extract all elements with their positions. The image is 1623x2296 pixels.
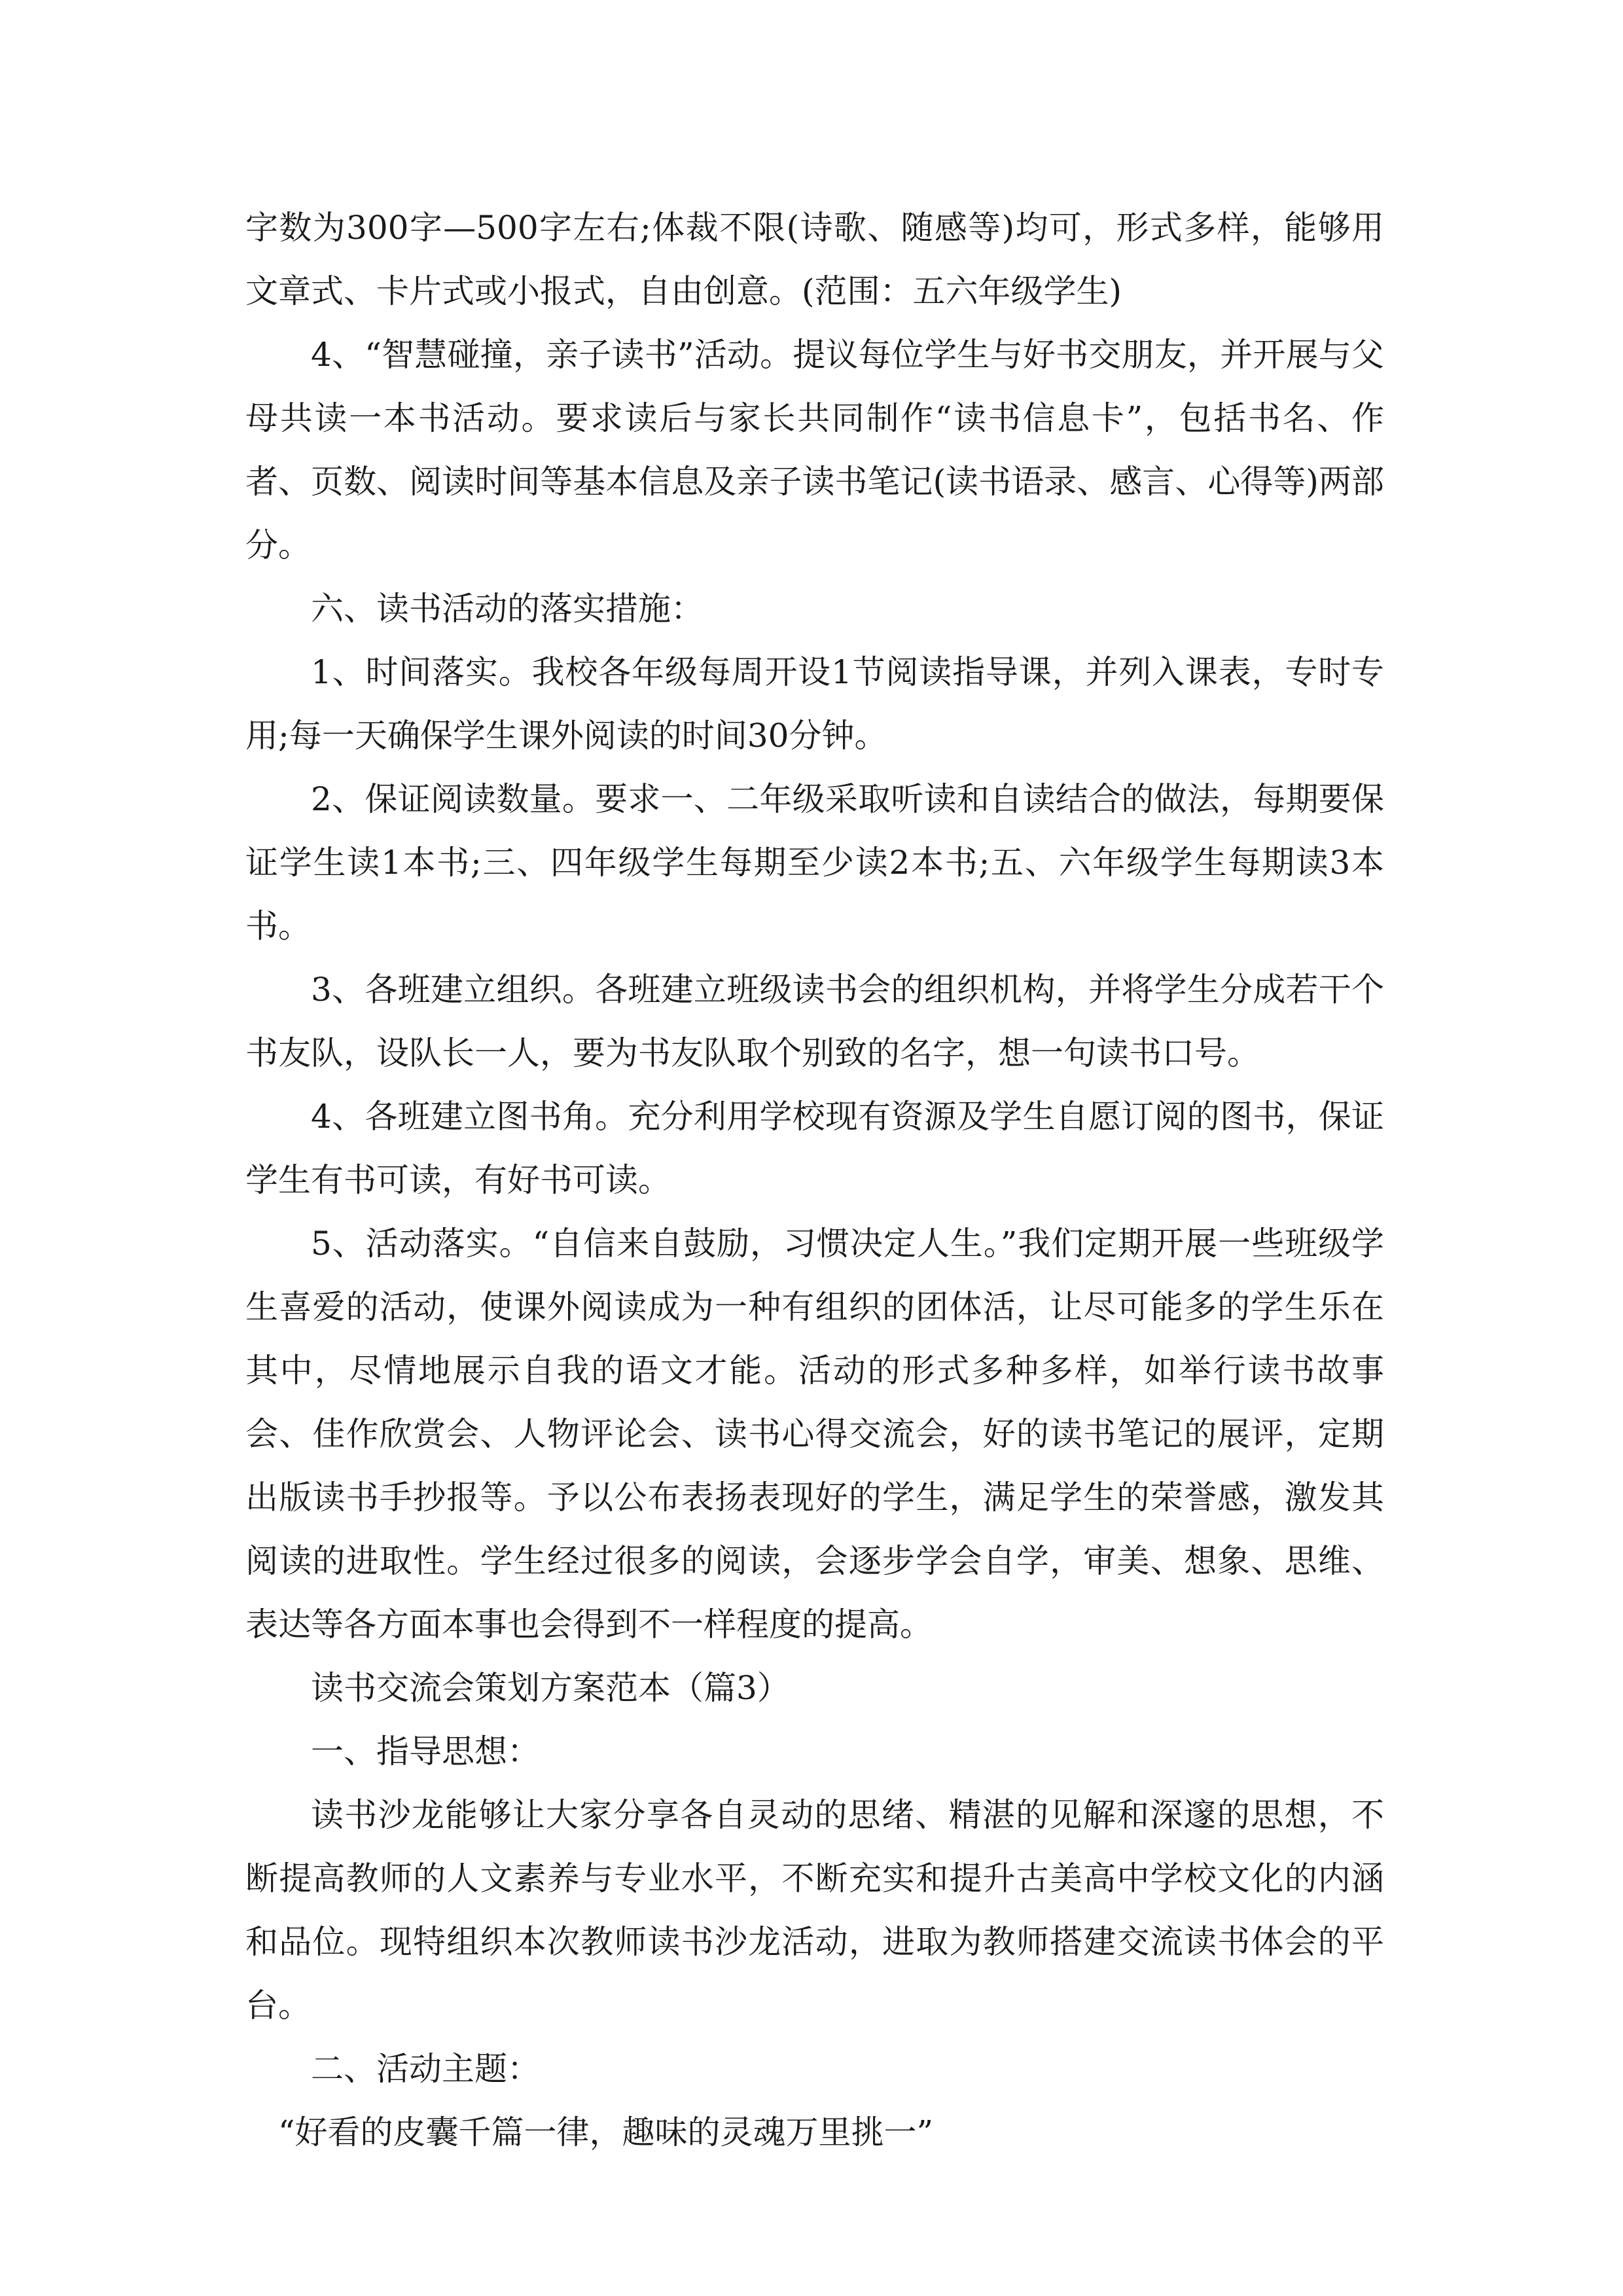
section-heading-guiding-thought: 一、指导思想： — [311, 1732, 540, 1770]
paragraph-salon: 读书沙龙能够让大家分享各自灵动的思绪、精湛的见解和深邃的思想，不断提高教师的人文素养与专业水平，不断充实和提升古美高中学校文化的内涵和品位。现特组织本次教师读书沙龙活动，进取为教师搭建交流读书体会的平台。 — [245, 1796, 1384, 2024]
section-heading-measures: 六、读书活动的落实措施： — [311, 590, 704, 628]
paragraph-reading-quantity: 2、保证阅读数量。要求一、二年级采取听读和自读结合的做法，每期要保证学生读1本书;三、四年级学生每期至少读2本书;五、六年级学生每期读3本书。 — [245, 780, 1384, 945]
paragraph-book-corner: 4、各班建立图书角。充分利用学校现有资源及学生自愿订阅的图书，保证学生有书可读，有好书可读。 — [245, 1098, 1384, 1199]
paragraph-class-organization: 3、各班建立组织。各班建立班级读书会的组织机构，并将学生分成若干个书友队，设队长一人，要为书友队取个别致的名字，想一句读书口号。 — [245, 971, 1384, 1072]
paragraph-time: 1、时间落实。我校各年级每周开设1节阅读指导课，并列入课表，专时专用;每一天确保学生课外阅读的时间30分钟。 — [245, 653, 1384, 755]
paragraph-parent-child-reading: 4、“智慧碰撞，亲子读书”活动。提议每位学生与好书交朋友，并开展与父母共读一本书活动。要求读后与家长共同制作“读书信息卡”，包括书名、作者、页数、阅读时间等基本信息及亲子读书笔记(读书语录、感言、心得等)两部分。 — [245, 336, 1384, 564]
paragraph-activities: 5、活动落实。“自信来自鼓励，习惯决定人生。”我们定期开展一些班级学生喜爱的活动，使课外阅读成为一种有组织的团体活，让尽可能多的学生乐在其中，尽情地展示自我的语文才能。活动的形式多种多样，如举行读书故事会、佳作欣赏会、人物评论会、读书心得交流会，好的读书笔记的展评，定期出版读书手抄报等。予以公布表扬表现好的学生，满足学生的荣誉感，激发其阅读的进取性。学生经过很多的阅读，会逐步学会自学，审美、想象、思维、表达等各方面本事也会得到不一样程度的提高。 — [245, 1225, 1384, 1643]
section-heading-theme: 二、活动主题： — [311, 2050, 540, 2088]
theme-quote: “好看的皮囊千篇一律，趣味的灵魂万里挑一” — [278, 2113, 934, 2151]
document-body — [245, 196, 1384, 2164]
paragraph-word-count: 字数为300字—500字左右;体裁不限(诗歌、随感等)均可，形式多样，能够用文章式、卡片式或小报式，自由创意。(范围：五六年级学生) — [245, 209, 1384, 310]
section-title-part3: 读书交流会策划方案范本（篇3） — [311, 1669, 790, 1707]
